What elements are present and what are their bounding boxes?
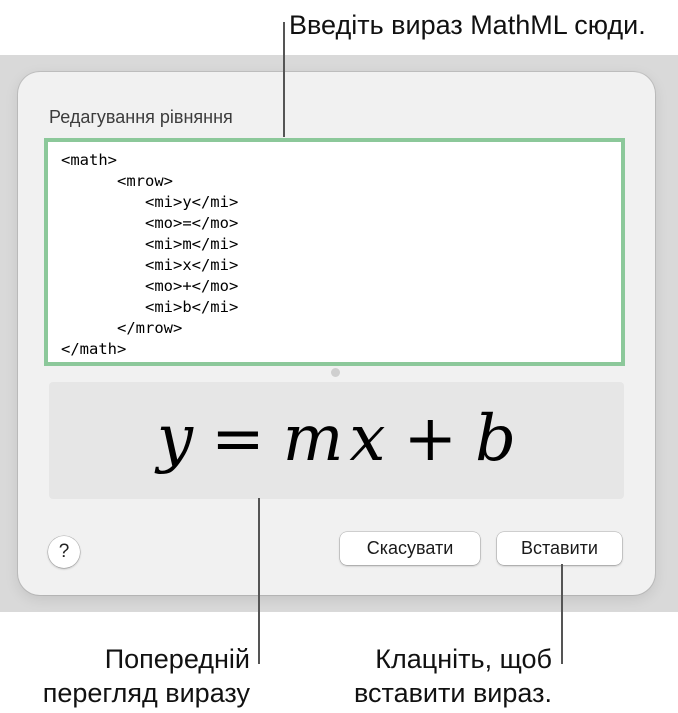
formula-var-y: y <box>156 402 194 476</box>
callout-preview-line2: перегляд виразу <box>42 678 250 708</box>
callout-line-editor <box>283 22 285 137</box>
formula-var-b: b <box>475 402 517 476</box>
callout-preview-hint <box>43 642 250 710</box>
callout-insert-hint <box>354 642 552 710</box>
equation-preview <box>49 382 624 499</box>
formula-var-m: m <box>282 402 344 476</box>
dialog-title: Редагування рівняння <box>49 107 233 127</box>
formula-render <box>49 401 624 477</box>
formula-var-x: x <box>349 402 386 476</box>
insert-button[interactable]: Вставити <box>497 532 622 565</box>
cancel-button[interactable]: Скасувати <box>340 532 480 565</box>
formula-op-plus: + <box>403 402 458 476</box>
callout-editor-hint: Введіть вираз MathML сюди. <box>289 10 646 40</box>
callout-insert-line2: вставити вираз. <box>353 678 552 708</box>
callout-insert-line1: Клацніть, щоб <box>375 644 552 674</box>
mathml-editor[interactable]: <math> <mrow> <mi>y</mi> <mo>=</mo> <mi>m</mi> <mi>x</mi> <mo>+</mo> <mi>b</mi> </mrow> </math> <box>44 138 625 366</box>
equation-dialog <box>18 72 655 595</box>
callout-line-preview <box>258 498 260 664</box>
callout-line-insert <box>561 564 563 664</box>
callout-preview-line1: Попередній <box>104 644 250 674</box>
formula-op-equals: = <box>211 402 265 476</box>
resize-handle[interactable] <box>331 368 340 377</box>
help-button[interactable]: ? <box>48 536 80 568</box>
